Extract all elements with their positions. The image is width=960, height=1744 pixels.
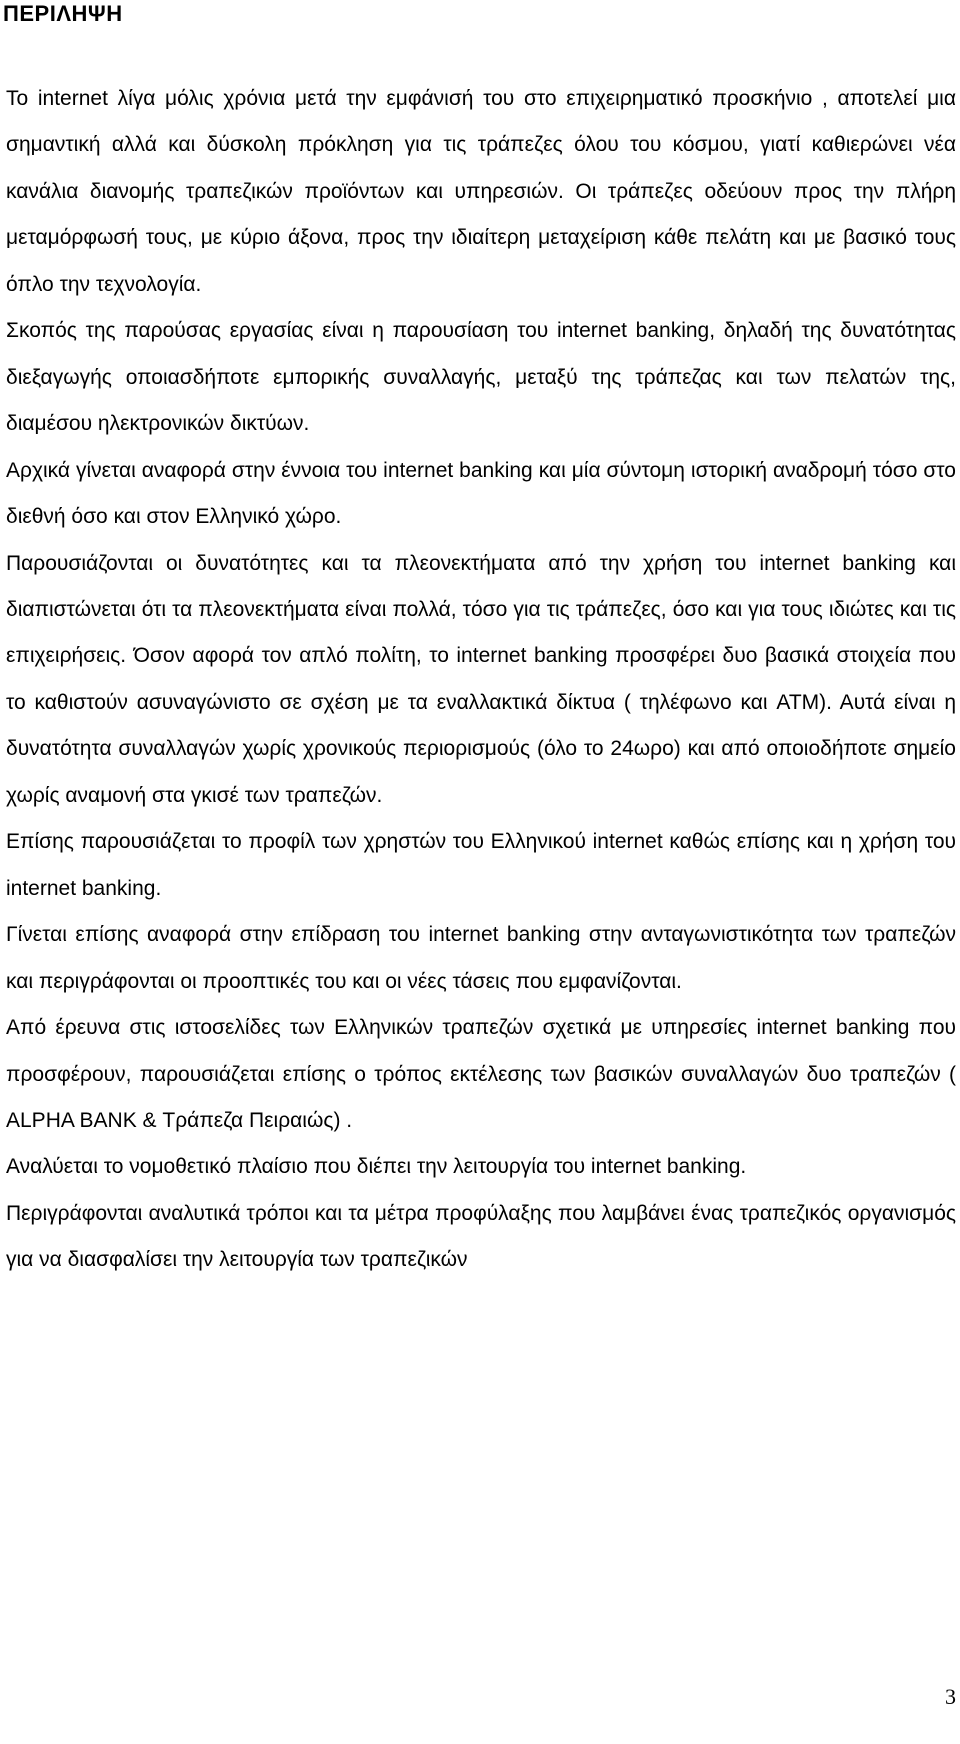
paragraph-purpose: Σκοπός της παρούσας εργασίας είναι η παρουσίαση του internet banking, δηλαδή της δυνατότητας διεξαγωγής οποιασδήποτε εμπορικής συναλλαγής, μεταξύ της τράπεζας και των πελατών της, διαμέσου ηλεκτρονικών δικτύων.: [6, 319, 956, 436]
paragraph-intro: Το internet λίγα μόλις χρόνια μετά την εμφάνισή του στο επιχειρηματικό προσκήνιο , αποτελεί μια σημαντική αλλά και δύσκολη πρόκληση για τις τράπεζες όλου του κόσμου, γιατί καθιερώνει νέα κανάλια διανομής τραπεζικών προϊόντων και υπηρεσιών. Οι τράπεζες οδεύουν προς την πλήρη μεταμόρφωσή τους, με κύριο άξονα, προς την ιδιαίτερη μεταχείριση κάθε πελάτη και με βασικό τους όπλο την τεχνολογία.: [6, 87, 956, 296]
paragraph-user-profile: Επίσης παρουσιάζεται το προφίλ των χρηστών του Ελληνικού internet καθώς επίσης και η χρήση του internet banking.: [6, 830, 956, 900]
paragraph-bank-research: Από έρευνα στις ιστοσελίδες των Ελληνικών τραπεζών σχετικά με υπηρεσίες internet banking που προσφέρουν, παρουσιάζεται επίσης ο τρόπος εκτέλεσης των βασικών συναλλαγών δυο τραπεζών ( ALPHA BANK & Τράπεζα Πειραιώς) .: [6, 1016, 956, 1132]
paragraph-advantages: Παρουσιάζονται οι δυνατότητες και τα πλεονεκτήματα από την χρήση του internet banking και διαπιστώνεται ότι τα πλεονεκτήματα είναι πολλά, τόσο για τις τράπεζες, όσο και για τους ιδιώτες και τις επιχειρήσεις. Όσον αφορά τον απλό πολίτη, το internet banking προσφέρει δυο βασικά στοιχεία που το καθιστούν ασυναγώνιστο σε σχέση με τα εναλλακτικά δίκτυα ( τηλέφωνο και ATM). Αυτά είναι η δυνατότητα συναλλαγών χωρίς χρονικούς περιορισμούς (όλο το 24ωρο) και από οποιοδήποτε σημείο χωρίς αναμονή στα γκισέ των τραπεζών.: [6, 551, 956, 807]
abstract-body: [6, 76, 956, 1284]
paragraph-competitiveness: Γίνεται επίσης αναφορά στην επίδραση του internet banking στην ανταγωνιστικότητα των τραπεζών και περιγράφονται οι προοπτικές του και οι νέες τάσεις που εμφανίζονται.: [6, 923, 956, 993]
page-number: 3: [945, 1684, 956, 1709]
paragraph-security-measures: Περιγράφονται αναλυτικά τρόποι και τα μέτρα προφύλαξης που λαμβάνει ένας τραπεζικός οργανισμός για να διασφαλίσει την λειτουργία των τραπεζικών: [6, 1201, 956, 1272]
paragraph-legal-framework: Αναλύεται το νομοθετικό πλαίσιο που διέπει την λειτουργία του internet banking.: [6, 1155, 747, 1179]
paragraph-history: Αρχικά γίνεται αναφορά στην έννοια του internet banking και μία σύντομη ιστορική αναδρομή τόσο στο διεθνή όσο και στον Ελληνικό χώρο.: [6, 458, 956, 529]
page-title: ΠΕΡΙΛΗΨΗ: [3, 1, 123, 26]
